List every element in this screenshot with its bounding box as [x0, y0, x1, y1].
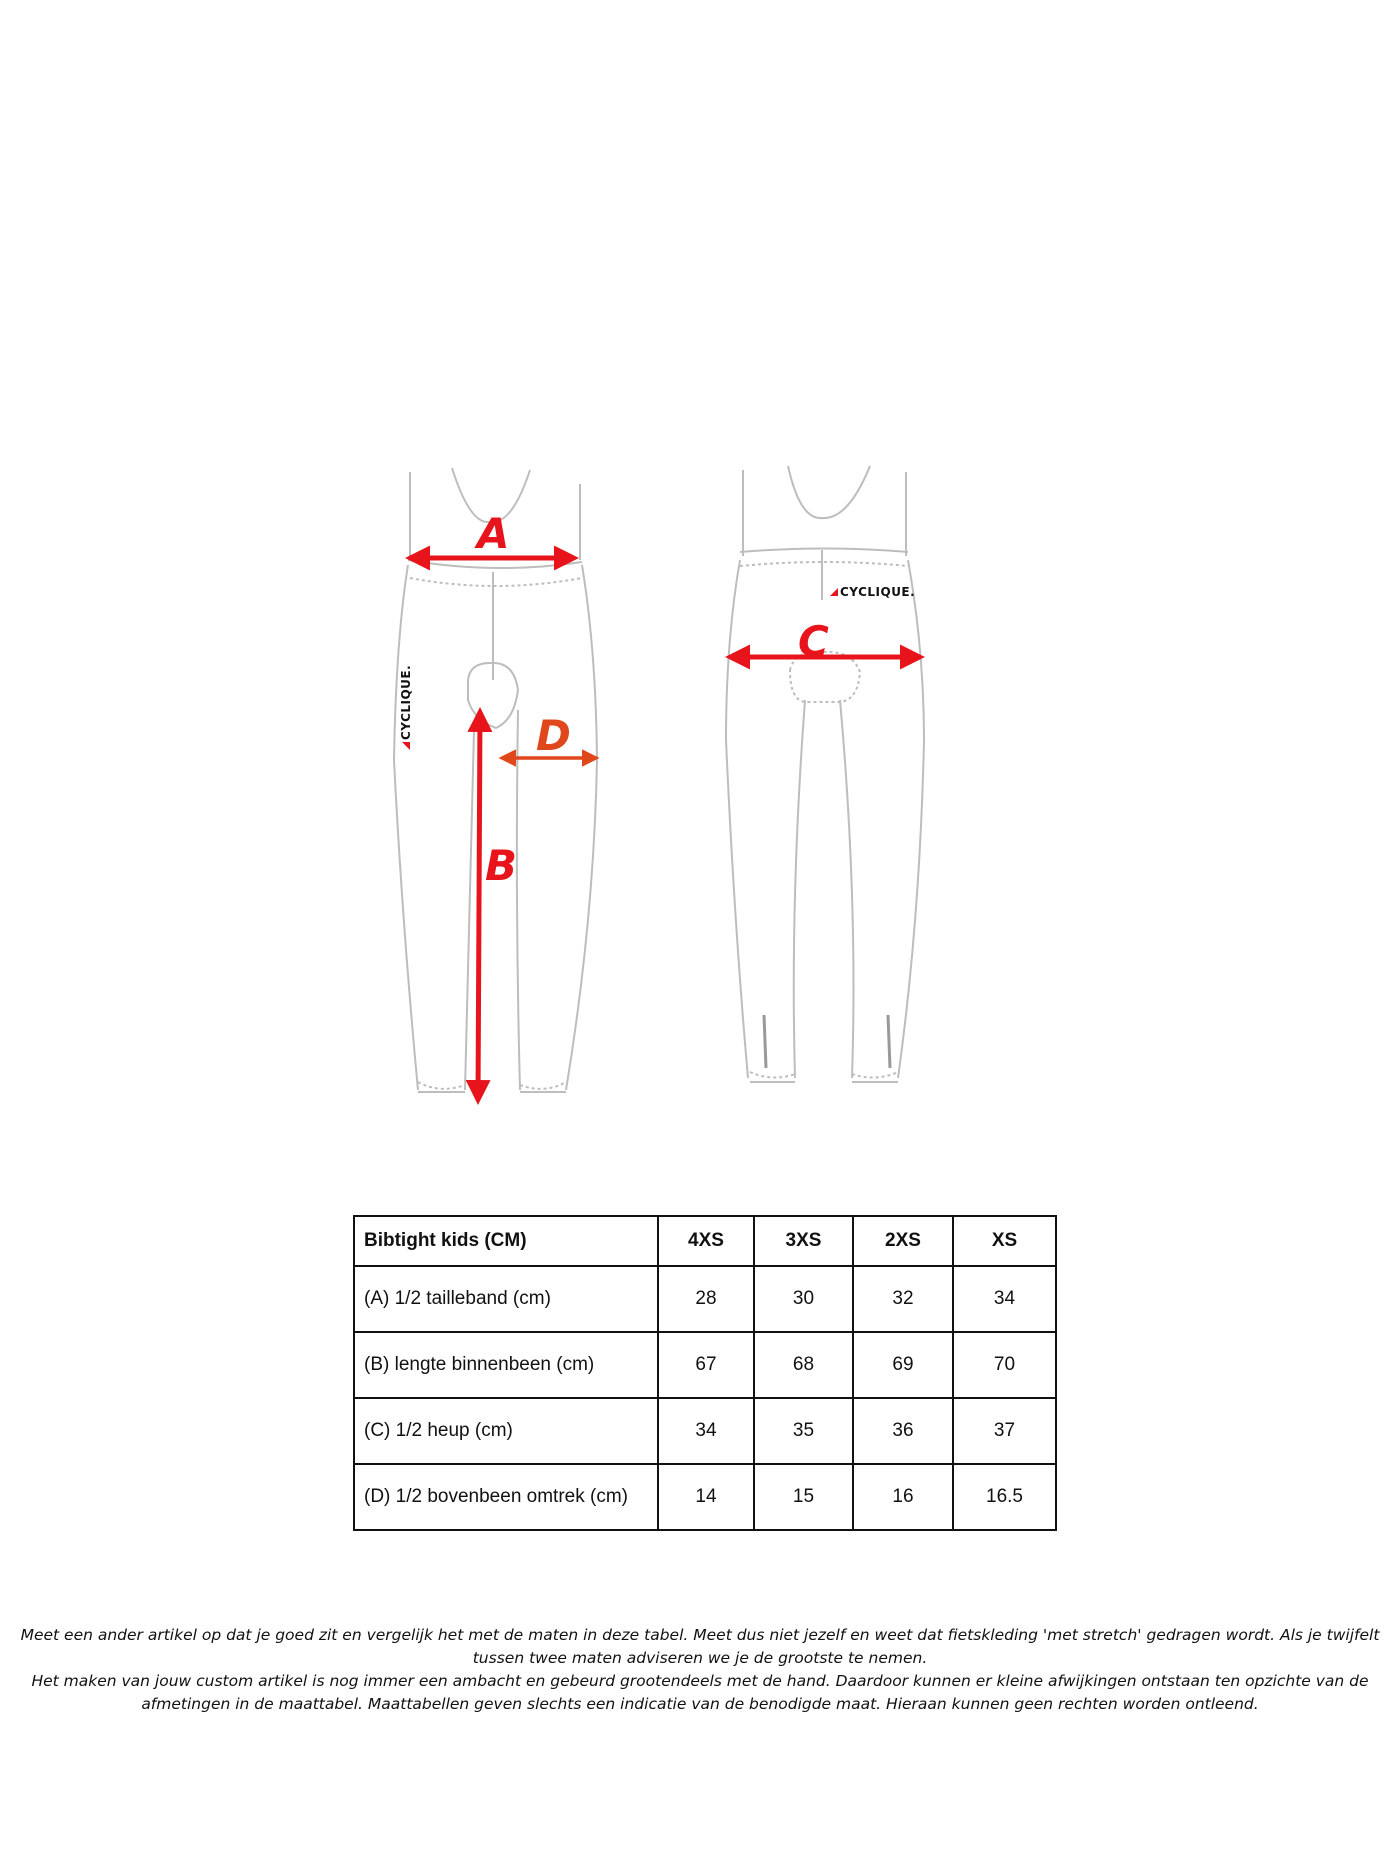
value-cell: 35 — [754, 1398, 853, 1464]
value-cell: 70 — [953, 1332, 1056, 1398]
svg-text:CYCLIQUE.: CYCLIQUE. — [840, 585, 916, 599]
value-cell: 28 — [658, 1266, 754, 1332]
value-cell: 34 — [953, 1266, 1056, 1332]
value-cell: 36 — [853, 1398, 953, 1464]
table-row — [354, 1332, 1056, 1398]
value-cell: 14 — [658, 1464, 754, 1530]
value-cell: 67 — [658, 1332, 754, 1398]
size-chart-table — [353, 1215, 1057, 1531]
measurement-label-cell: (B) lengte binnenbeen (cm) — [354, 1332, 658, 1398]
size-header-cell: 3XS — [754, 1216, 853, 1266]
measure-label-b: B — [485, 841, 518, 890]
measure-arrow-b — [478, 712, 480, 1100]
value-cell: 68 — [754, 1332, 853, 1398]
table-header-row — [354, 1216, 1056, 1266]
table-row — [354, 1266, 1056, 1332]
measure-label-c: C — [798, 617, 829, 666]
table-row — [354, 1398, 1056, 1464]
measurement-label-cell: (A) 1/2 tailleband (cm) — [354, 1266, 658, 1332]
brand-logo-front — [399, 665, 413, 750]
table-row — [354, 1464, 1056, 1530]
measurement-label-cell: (D) 1/2 bovenbeen omtrek (cm) — [354, 1464, 658, 1530]
value-cell: 32 — [853, 1266, 953, 1332]
value-cell: 15 — [754, 1464, 853, 1530]
disclaimer-paragraph: Het maken van jouw custom artikel is nog immer een ambacht en gebeurd grootendeels met de hand. Daardoor kunnen er kleine afwijkingen ontstaan ten opzichte van de afmetingen in de maattabel. Maattabellen geven slechts een indicatie van de benodigde maat. Hieraan kunnen geen rechten worden ontleend. — [31, 1672, 1369, 1713]
svg-text:CYCLIQUE.: CYCLIQUE. — [399, 664, 413, 740]
size-header-cell: 4XS — [658, 1216, 754, 1266]
measure-label-d: D — [536, 711, 571, 760]
sizing-notes — [18, 1624, 1382, 1716]
back-view-bibtight — [726, 466, 924, 1082]
value-cell: 37 — [953, 1398, 1056, 1464]
size-header-cell: 2XS — [853, 1216, 953, 1266]
sizing-advice-paragraph: Meet een ander artikel op dat je goed zit en vergelijk het met de maten in deze tabel. Meet dus niet jezelf en weet dat fietskleding 'met stretch' gedragen wordt. Als je twijfelt tussen twee maten adviseren we je de grootste te nemen. — [20, 1626, 1380, 1667]
value-cell: 16.5 — [953, 1464, 1056, 1530]
value-cell: 30 — [754, 1266, 853, 1332]
value-cell: 16 — [853, 1464, 953, 1530]
front-view-bibtight — [394, 468, 597, 1092]
measure-label-a: A — [477, 509, 510, 558]
measurement-label-cell: (C) 1/2 heup (cm) — [354, 1398, 658, 1464]
value-cell: 34 — [658, 1398, 754, 1464]
size-header-cell: XS — [953, 1216, 1056, 1266]
value-cell: 69 — [853, 1332, 953, 1398]
brand-logo-back — [830, 585, 915, 599]
table-title-cell: Bibtight kids (CM) — [354, 1216, 658, 1266]
